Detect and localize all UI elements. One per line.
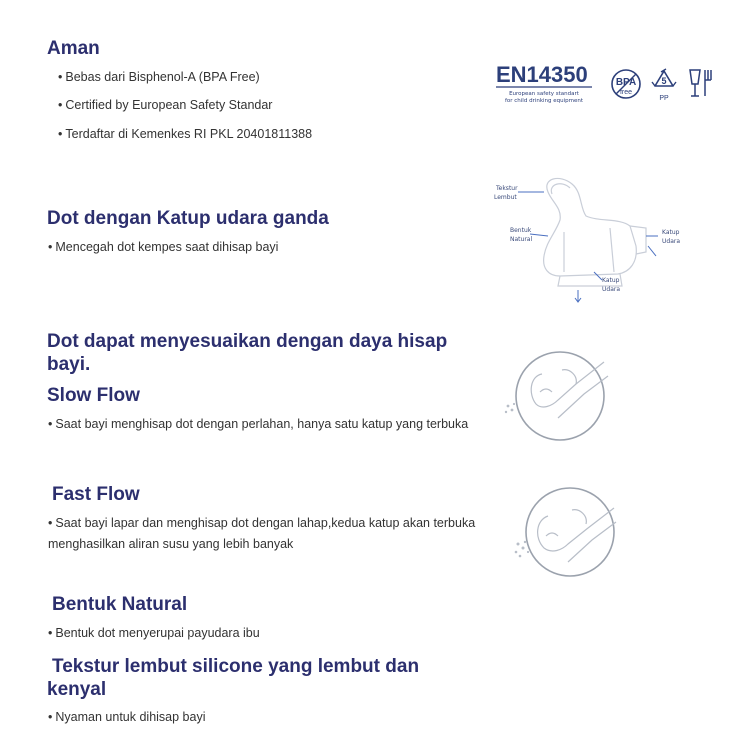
- heading-daya-hisap-line1: Dot dapat menyesuaikan dengan daya hisap: [47, 331, 448, 352]
- bullet-slow-flow: • Saat bayi menghisap dot dengan perlahan, hanya satu katup yang terbuka: [48, 417, 469, 431]
- label-tekstur-1: Tekstur: [496, 185, 518, 192]
- bullet-certified: • Certified by European Safety Standar: [58, 98, 273, 112]
- heading-aman: Aman: [47, 38, 100, 59]
- slow-flow-illustration: [500, 348, 610, 444]
- food-safe-icon: [690, 70, 711, 96]
- heading-katup-udara: Dot dengan Katup udara ganda: [47, 208, 329, 229]
- heading-tekstur-line2: kenyal: [47, 679, 107, 700]
- bpa-free-icon: [612, 70, 640, 98]
- heading-tekstur-line1: Tekstur lembut silicone yang lembut dan: [52, 656, 420, 677]
- label-bentuk-1: Bentuk: [510, 227, 532, 234]
- fast-flow-illustration: [508, 486, 618, 582]
- heading-fast-flow: Fast Flow: [52, 484, 140, 505]
- bullet-bentuk-natural: • Bentuk dot menyerupai payudara ibu: [48, 626, 260, 640]
- label-tekstur-2: Lembut: [494, 194, 517, 201]
- bullet-tekstur: • Nyaman untuk dihisap bayi: [48, 710, 206, 724]
- label-katup-bottom-2: Udara: [602, 286, 621, 293]
- teat-diagram: [490, 172, 690, 312]
- en14350-desc-line1: European safety standart: [509, 91, 579, 97]
- label-bentuk-2: Natural: [510, 236, 533, 243]
- en14350-code: EN14350: [496, 62, 588, 87]
- en14350-desc-line2: for child drinking equipment: [504, 98, 584, 104]
- svg-text:5: 5: [661, 76, 667, 86]
- heading-daya-hisap-line2: bayi.: [47, 354, 91, 375]
- bullet-kemenkes: • Terdaftar di Kemenkes RI PKL 20401811388: [58, 127, 313, 141]
- recycle-pp-icon: [652, 69, 676, 102]
- label-katup-right-2: Udara: [662, 238, 681, 245]
- label-katup-right-1: Katup: [662, 229, 680, 236]
- bullet-mencegah-kempes: • Mencegah dot kempes saat dihisap bayi: [48, 240, 279, 254]
- label-katup-bottom-1: Katup: [602, 277, 620, 284]
- heading-slow-flow: Slow Flow: [47, 385, 140, 406]
- svg-text:PP: PP: [659, 95, 669, 102]
- bullet-fast-flow-line2: menghasilkan aliran susu yang lebih banyak: [48, 537, 294, 551]
- heading-bentuk-natural: Bentuk Natural: [52, 594, 188, 615]
- certification-badges: [492, 60, 722, 112]
- svg-text:BPA: BPA: [615, 77, 637, 88]
- svg-text:free: free: [619, 89, 633, 96]
- bullet-bpa-free: • Bebas dari Bisphenol-A (BPA Free): [58, 70, 260, 84]
- bullet-fast-flow-line1: • Saat bayi lapar dan menghisap dot dengan lahap,kedua katup akan terbuka: [48, 516, 476, 530]
